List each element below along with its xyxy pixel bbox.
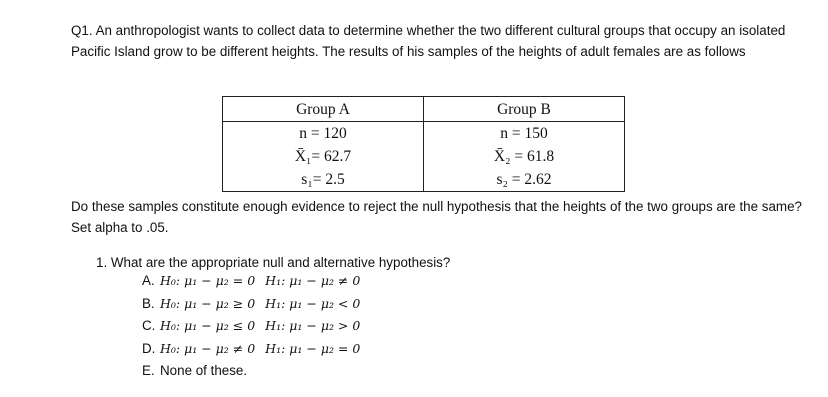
group-a-header: Group A	[223, 97, 424, 122]
option-letter: D.	[142, 340, 156, 356]
answer-options	[142, 270, 360, 383]
option-b[interactable]	[142, 293, 360, 316]
null-hypothesis: H₀: μ₁ − μ₂ ≠ 0	[160, 340, 256, 356]
group-b-sample-size: n = 150	[424, 122, 625, 146]
option-d[interactable]	[142, 338, 360, 361]
null-hypothesis: H₀: μ₁ − μ₂ ≤ 0	[160, 318, 256, 333]
option-letter: C.	[142, 318, 156, 333]
alt-hypothesis: H₁: μ₁ − μ₂ < 0	[265, 295, 361, 311]
alt-hypothesis: H₁: μ₁ − μ₂ > 0	[265, 318, 361, 333]
option-c[interactable]	[142, 315, 360, 338]
alt-hypothesis: H₁: μ₁ − μ₂ = 0	[265, 340, 361, 356]
group-b-mean: X̄₂ = 61.8	[424, 145, 625, 168]
question-prompt: Do these samples constitute enough evidence to reject the null hypothesis that the heights of the two groups are the same? Set alpha to .05.	[71, 199, 802, 235]
null-hypothesis: H₀: μ₁ − μ₂ = 0	[160, 273, 256, 288]
option-letter: B.	[142, 295, 155, 311]
sub-question: 1. What are the appropriate null and alternative hypothesis?	[96, 255, 451, 270]
group-a-sample-size: n = 120	[223, 122, 424, 146]
table-row	[223, 168, 625, 192]
group-a-mean: X̄₁= 62.7	[223, 145, 424, 168]
alt-hypothesis: H₁: μ₁ − μ₂ ≠ 0	[265, 273, 361, 288]
option-e[interactable]	[142, 360, 360, 383]
table-row	[223, 122, 625, 146]
null-hypothesis: H₀: μ₁ − μ₂ ≥ 0	[160, 295, 256, 311]
table-row	[223, 145, 625, 168]
option-letter: A.	[142, 273, 155, 288]
group-b-std-dev: s₂ = 2.62	[424, 168, 625, 192]
group-b-header: Group B	[424, 97, 625, 122]
option-text: None of these.	[160, 363, 248, 378]
option-letter: E.	[142, 363, 155, 378]
question-intro: Q1. An anthropologist wants to collect data to determine whether the two different cultural groups that occupy an isolated Pacific Island grow to be different heights. The results of his samples of the heights of adult females are as follows	[71, 23, 786, 59]
group-a-std-dev: s₁= 2.5	[223, 168, 424, 192]
sample-data-table	[222, 96, 625, 192]
table-header-row	[223, 97, 625, 122]
option-a[interactable]	[142, 270, 360, 293]
